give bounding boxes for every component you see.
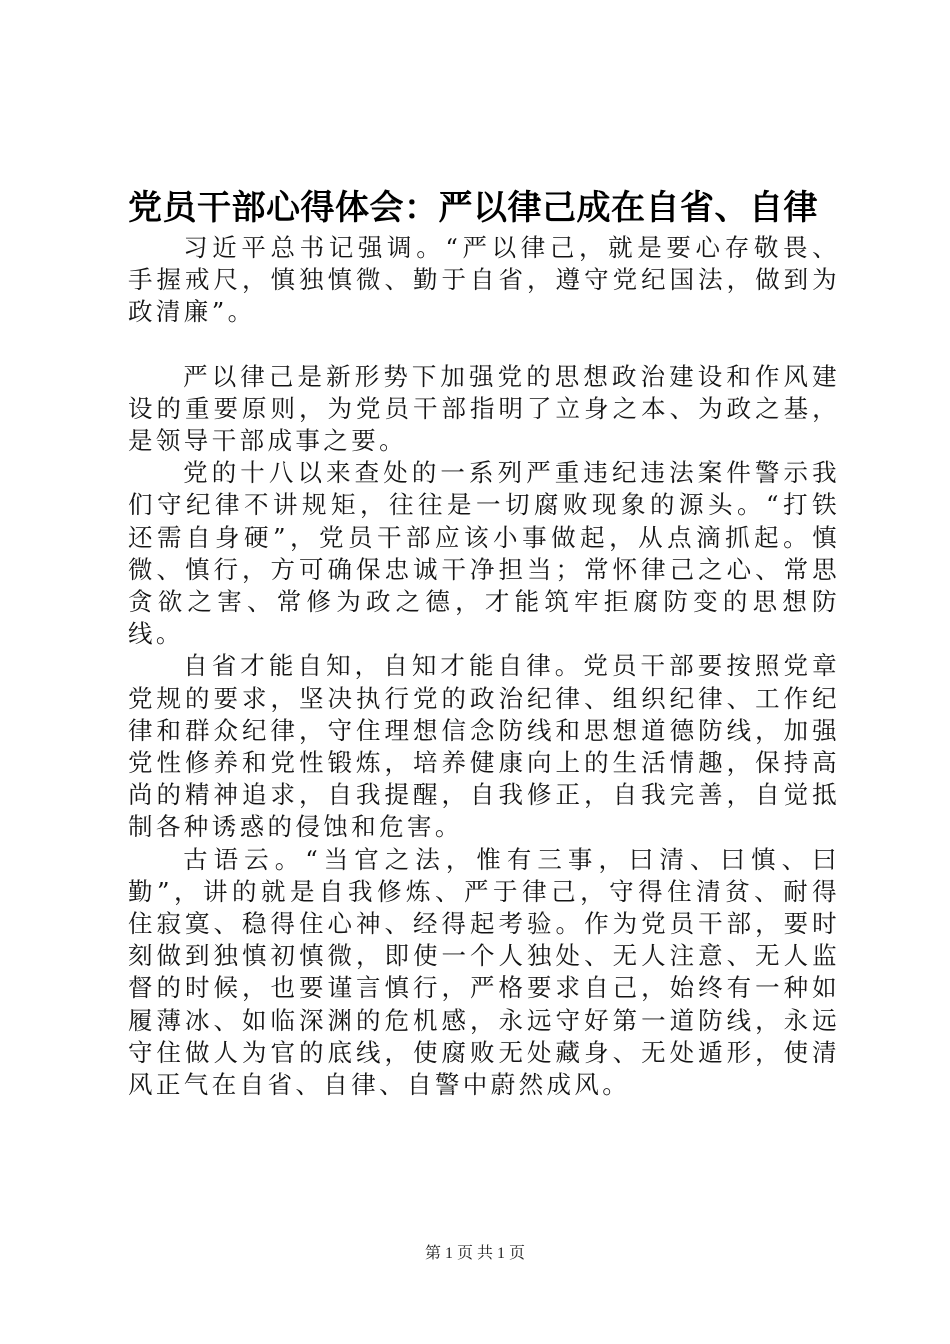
paragraph-4: 自省才能自知，自知才能自律。党员干部要按照党章党规的要求，坚决执行党的政治纪律、组织纪律、工作纪律和群众纪律，守住理想信念防线和思想道德防线，加强党性修养和党性锻炼，培养健康向上的生活情趣，保持高尚的精神追求，自我提醒，自我修正，自我完善，自觉抵制各种诱惑的侵蚀和危害。 — [128, 651, 840, 842]
paragraph-spacer — [128, 329, 840, 361]
paragraph-5: 古语云。“当官之法，惟有三事，曰清、曰慎、曰勤”，讲的就是自我修炼、严于律己，守得住清贫、耐得住寂寞、稳得住心神、经得起考验。作为党员干部，要时刻做到独慎初慎微，即使一个人独处、无人注意、无人监督的时候，也要谨言慎行，严格要求自己，始终有一种如履薄冰、如临深渊的危机感，永远守好第一道防线，永远守住做人为官的底线，使腐败无处藏身、无处遁形，使清风正气在自省、自律、自警中蔚然成风。 — [128, 844, 840, 1100]
document-title: 党员干部心得体会：严以律己成在自省、自律 — [128, 188, 818, 228]
paragraph-3: 党的十八以来查处的一系列严重违纪违法案件警示我们守纪律不讲规矩，往往是一切腐败现象的源头。“打铁还需自身硬”，党员干部应该小事做起，从点滴抓起。慎微、慎行，方可确保忠诚干净担当；常怀律己之心、常思贪欲之害、常修为政之德，才能筑牢拒腐防变的思想防线。 — [128, 458, 840, 649]
paragraph-1: 习近平总书记强调。“严以律己，就是要心存敬畏、手握戒尺，慎独慎微、勤于自省，遵守党纪国法，做到为政清廉”。 — [128, 233, 840, 327]
page-number-footer: 第 1 页 共 1 页 — [424, 1245, 525, 1262]
document-body — [128, 232, 840, 1101]
paragraph-2: 严以律己是新形势下加强党的思想政治建设和作风建设的重要原则，为党员干部指明了立身之本、为政之基，是领导干部成事之要。 — [128, 361, 840, 456]
